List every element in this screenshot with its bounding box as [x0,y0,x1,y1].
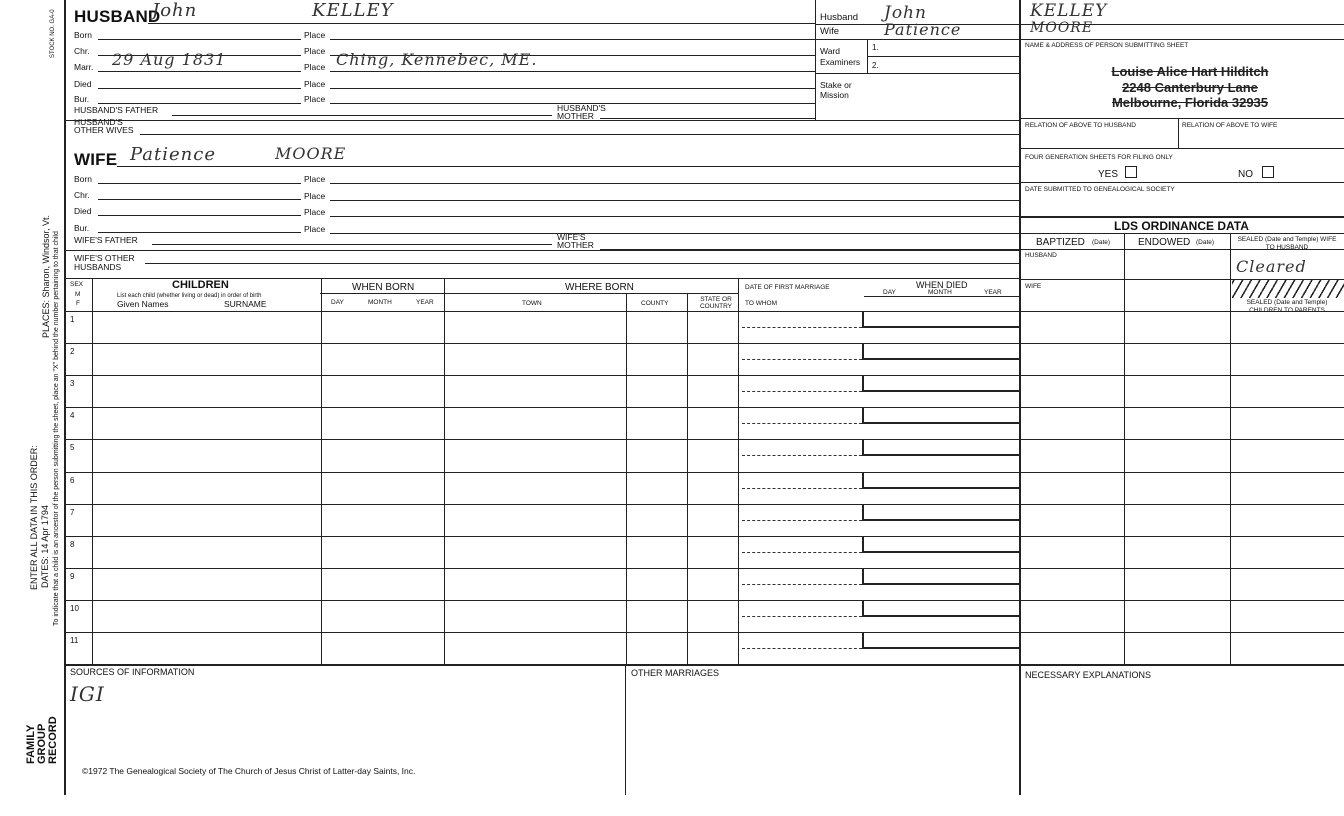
born-month-header: MONTH [368,299,392,306]
died-year-header: YEAR [984,289,1002,296]
marriage-dash-line [742,648,862,649]
when-died-header: WHEN DIED [916,280,968,290]
four-generation-label: FOUR GENERATION SHEETS FOR FILING ONLY [1025,154,1173,161]
death-date-box[interactable] [862,440,1019,456]
row-divider [64,343,1344,344]
sealed-children-label: SEALED (Date and Temple) CHILDREN TO PARENTS [1246,299,1328,314]
first-marriage-header: DATE OF FIRST MARRIAGE [745,284,830,291]
relation-husband-label: RELATION OF ABOVE TO HUSBAND [1025,122,1136,129]
husband-surname[interactable]: KELLEY [312,0,394,21]
ward-label: Ward [820,46,840,56]
marriage-dash-line [742,552,862,553]
wife-father-label: WIFE'S FATHER [74,235,138,245]
row-divider [64,536,1344,537]
ward-husband-given[interactable]: John [884,3,927,23]
death-date-box[interactable] [862,633,1019,649]
given-names-header: Given Names [117,299,169,309]
sources-label: SOURCES OF INFORMATION [70,667,195,677]
husband-heading: HUSBAND [74,7,161,26]
marriage-dash-line [742,455,862,456]
cleared-note: Cleared [1236,257,1307,276]
marriage-place[interactable]: Ching, Kennebec, ME. [336,50,538,69]
copyright-notice: ©1972 The Genealogical Society of The Church of Jesus Christ of Latter-day Saints, Inc. [82,766,416,776]
child-row-number: 10 [70,604,79,613]
children-instruction: List each child (whether living or dead) in order of birth [117,293,262,299]
stake-mission-label: Stake or Mission [820,80,852,100]
surname-header: SURNAME [224,299,267,309]
endowed-label: ENDOWED [1138,237,1191,248]
ward-wife-given[interactable]: Patience [884,20,962,39]
wife-bur-place-label: Place [304,224,326,234]
wife-bur-label: Bur. [74,223,90,233]
husband-marr-label: Marr. [74,62,94,72]
death-date-box[interactable] [862,376,1019,392]
row-divider [64,472,1344,473]
enter-order-note: ENTER ALL DATA IN THIS ORDER: [29,445,39,590]
marriage-dash-line [742,616,862,617]
wife-heading: WIFE [74,150,118,169]
wife-chr-label: Chr. [74,190,90,200]
when-born-header: WHEN BORN [352,282,415,293]
child-row-number: 6 [70,476,75,485]
marriage-dash-line [742,520,862,521]
husband-father-label: HUSBAND'S FATHER [74,105,159,115]
death-date-box[interactable] [862,344,1019,360]
examiner-1: 1. [872,43,879,52]
ward-husband-surname[interactable]: KELLEY [1030,1,1108,21]
child-row-number: 3 [70,379,75,388]
husband-given-name[interactable]: John [152,0,198,21]
child-row-number: 11 [70,636,79,645]
husband-born-label: Born [74,30,92,40]
marriage-date[interactable]: 29 Aug 1831 [112,50,227,69]
examiner-2: 2. [872,61,879,70]
wife-mother-label: WIFE'S MOTHER [557,232,594,250]
wife-died-label: Died [74,206,92,216]
lds-husband-label: HUSBAND [1025,252,1057,259]
death-date-box[interactable] [862,505,1019,521]
marriage-dash-line [742,391,862,392]
baptized-date-label: (Date) [1092,239,1111,246]
row-divider [64,568,1344,569]
ward-box-left [815,0,816,120]
wife-born-place-label: Place [304,174,326,184]
relation-wife-label: RELATION OF ABOVE TO WIFE [1182,122,1278,129]
endowed-date-label: (Date) [1196,239,1215,246]
row-divider [64,600,1344,601]
child-row-number: 1 [70,315,75,324]
sex-label: SEX [70,281,84,288]
submitter-label: NAME & ADDRESS OF PERSON SUBMITTING SHEET [1025,42,1189,49]
marriage-dash-line [742,423,862,424]
where-born-header: WHERE BORN [565,282,634,293]
row-divider [64,632,1344,633]
husband-born-place-label: Place [304,30,326,40]
death-date-box[interactable] [862,473,1019,489]
wife-given-name[interactable]: Patience [130,144,217,165]
death-date-box[interactable] [862,601,1019,617]
wife-chr-place-label: Place [304,191,326,201]
to-whom-header: TO WHOM [745,300,778,307]
died-month-header: MONTH [928,289,952,296]
places-note: PLACES: Sharon, Windsor, Vt. [41,214,51,338]
yes-label: YES [1098,169,1119,180]
death-date-box[interactable] [862,408,1019,424]
marriage-dash-line [742,327,862,328]
baptized-label: BAPTIZED [1036,237,1085,248]
wife-other-husbands-label: WIFE'S OTHER HUSBANDS [74,253,135,272]
stock-number: STOCK NO. GA-0 [50,9,56,58]
child-row-number: 8 [70,540,75,549]
row-divider [64,375,1344,376]
form-title: FAMILY GROUP RECORD [25,716,59,764]
hatched-box [1232,280,1344,298]
submitter-name: Louise Alice Hart Hilditch [1111,64,1269,79]
dates-note: DATES: 14 Apr 1794 [40,505,50,588]
born-year-header: YEAR [416,299,434,306]
child-row-number: 7 [70,508,75,517]
wife-died-place-label: Place [304,207,326,217]
row-divider [64,407,1344,408]
marriage-dash-line [742,488,862,489]
marriage-dash-line [742,584,862,585]
submitter-street: 2248 Canterbury Lane [1122,80,1258,95]
husband-marr-place-label: Place [304,62,326,72]
lds-wife-label: WIFE [1025,283,1042,290]
sex-f-label: F [76,300,80,307]
marriage-dash-line [742,359,862,360]
row-divider [64,439,1344,440]
submitter-city: Melbourne, Florida 32935 [1111,95,1269,110]
husband-chr-label: Chr. [74,46,90,56]
other-marriages-label: OTHER MARRIAGES [631,668,720,678]
husband-died-place-label: Place [304,79,326,89]
sources-value[interactable]: IGI [70,682,105,706]
ward-wife-label: Wife [820,26,839,37]
death-date-box[interactable] [862,569,1019,585]
yes-checkbox[interactable] [1125,166,1137,178]
row-divider [64,504,1344,505]
wife-born-label: Born [74,174,92,184]
husband-other-wives-label: HUSBAND'S OTHER WIVES [74,117,134,135]
county-header: COUNTY [641,300,669,307]
child-row-number: 5 [70,443,75,452]
town-header: TOWN [522,300,542,307]
lds-title: LDS ORDINANCE DATA [1114,219,1249,233]
husband-died-label: Died [74,79,92,89]
died-day-header: DAY [883,289,896,296]
children-title: CHILDREN [172,279,229,291]
death-date-box[interactable] [862,312,1019,328]
child-row-number: 2 [70,347,75,356]
sealed-wife-label: SEALED (Date and Temple) WIFE TO HUSBAND [1237,236,1337,251]
right-column-border [1019,0,1021,795]
wife-surname[interactable]: MOORE [275,144,347,163]
necessary-explanations-label: NECESSARY EXPLANATIONS [1025,670,1152,680]
state-header: STATE OR COUNTRY [699,296,733,310]
husband-mother-label: HUSBAND'S MOTHER [557,103,606,121]
no-checkbox[interactable] [1262,166,1274,178]
date-submitted-label: DATE SUBMITTED TO GENEALOGICAL SOCIETY [1025,186,1175,193]
husband-chr-place-label: Place [304,46,326,56]
ward-wife-surname[interactable]: MOORE [1030,20,1094,36]
death-date-box[interactable] [862,537,1019,553]
sex-m-label: M [75,291,81,298]
ward-husband-label: Husband [820,12,859,23]
husband-bur-place-label: Place [304,94,326,104]
child-row-number: 4 [70,411,75,420]
no-label: NO [1238,169,1253,180]
child-row-number: 9 [70,572,75,581]
husband-bur-label: Bur. [74,94,90,104]
examiners-label: Examiners [820,57,861,67]
ancestor-instruction: To indicate that a child is an ancestor of the person submitting the sheet, place an "X" behind the number pertaining to that child [53,231,60,626]
born-day-header: DAY [331,299,344,306]
